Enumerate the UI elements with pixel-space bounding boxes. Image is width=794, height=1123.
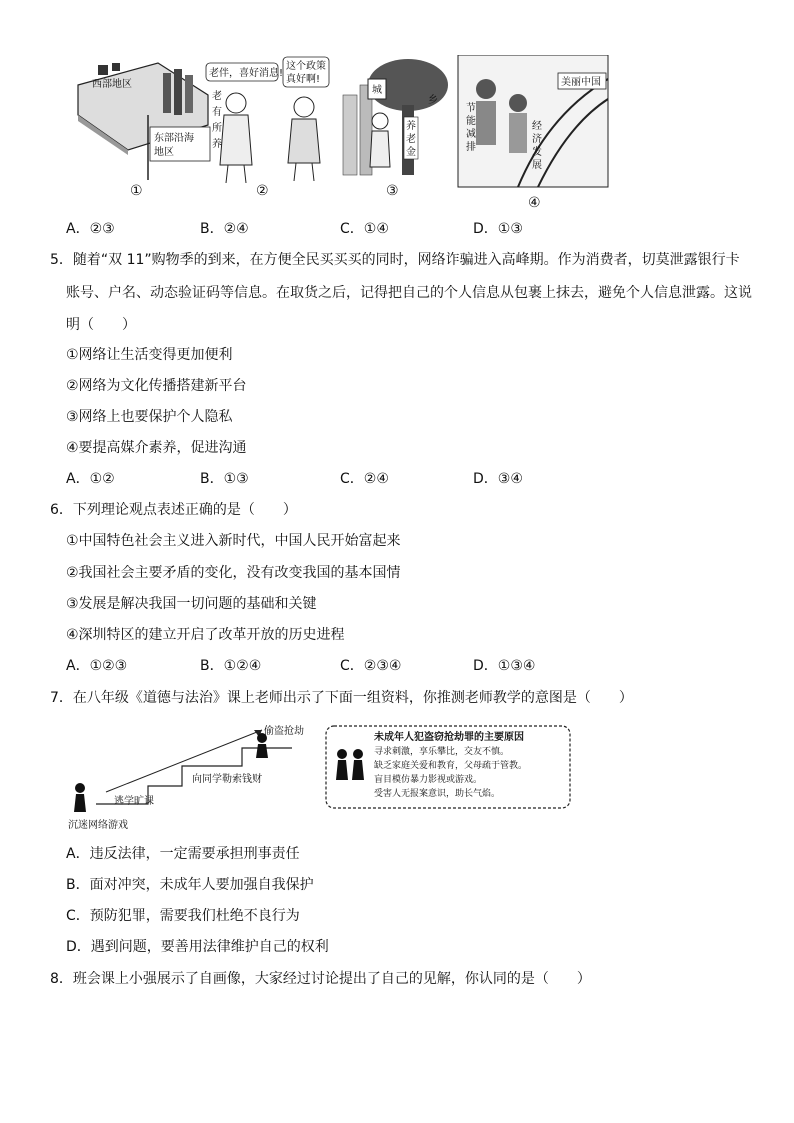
q7-step-3: 向同学勒索钱财 [192,774,262,785]
q7-option-a[interactable]: A．违反法律，一定需要承担刑事责任 [66,846,300,862]
panel-4-number: ④ [528,195,541,211]
q7-box-line-2: 缺乏家庭关爱和教育，父母疏于管教。 [374,761,528,771]
q7-box-line-3: 盲目模仿暴力影视或游戏。 [374,775,483,785]
q4-cartoon-image [68,55,616,215]
q7-option-b[interactable]: B．面对冲突，未成年人要加强自我保护 [66,877,314,893]
svg-text:经: 经 [532,121,542,132]
panel-1 [78,63,210,199]
q4-option-d[interactable]: D．①③ [473,221,523,237]
q5-item-1: ①网络让生活变得更加便利 [66,347,233,363]
q7-box-line-4: 受害人无报案意识，助长气焰。 [374,789,501,799]
q6-option-a[interactable]: A．①②③ [66,658,128,674]
q7-staircase [68,724,304,831]
q6-option-b[interactable]: B．①②④ [200,658,262,674]
panel-2-bubble-2b: 真好啊! [286,74,321,85]
q6-item-4: ④深圳特区的建立开启了改革开放的历史进程 [66,627,345,643]
panel-2-vertical-1: 老 [212,91,222,102]
svg-text:能: 能 [466,116,476,127]
panel-3 [343,59,448,199]
svg-text:发: 发 [532,147,542,158]
panel-2-bubble-2a: 这个政策 [286,61,326,72]
q5-option-b[interactable]: B．①③ [200,471,249,487]
panel-1-label-3: 地区 [154,147,174,158]
q5-option-a[interactable]: A．①② [66,471,115,487]
q7-stem: 7．在八年级《道德与法治》课上老师出示了下面一组资料，你推测老师教学的意图是（ ） [50,690,633,706]
panel-4 [458,55,608,211]
panel-2-number: ② [256,183,269,199]
q4-option-a[interactable]: A．②③ [66,221,115,237]
svg-text:所: 所 [212,123,222,134]
q5-item-3: ③网络上也要保护个人隐私 [66,409,233,425]
q8-stem: 8．班会课上小强展示了自画像，大家经过讨论提出了自己的见解，你认同的是（ ） [50,971,591,987]
q6-stem: 6．下列理论观点表述正确的是（ ） [50,502,297,518]
q5-stem-line-3: 明（ ） [66,317,136,333]
panel-1-label-1: 西部地区 [92,79,132,90]
q6-option-d[interactable]: D．①③④ [473,658,536,674]
q5-item-2: ②网络为文化传播搭建新平台 [66,378,247,394]
svg-text:有: 有 [212,107,222,118]
svg-text:展: 展 [532,160,542,171]
q7-step-4: 偷盗抢劫 [264,726,304,737]
svg-text:减: 减 [466,129,476,140]
q7-option-d[interactable]: D．遇到问题，要善用法律维护自己的权利 [66,939,329,955]
panel-3-label-2: 乡 [428,95,438,106]
svg-text:节: 节 [466,103,476,114]
q7-figure [66,720,576,835]
q7-step-1: 沉迷网络游戏 [68,820,128,831]
q6-item-2: ②我国社会主要矛盾的变化，没有改变我国的基本国情 [66,565,401,581]
q5-option-d[interactable]: D．③④ [473,471,523,487]
panel-4-label-1: 美丽中国 [561,77,601,88]
q7-box-line-1: 寻求刺激，享乐攀比，交友不慎。 [374,747,510,757]
q7-info-box [326,726,570,808]
q6-item-1: ①中国特色社会主义进入新时代，中国人民开始富起来 [66,533,401,549]
q7-box-title: 未成年人犯盗窃抢劫罪的主要原因 [374,732,524,743]
svg-text:济: 济 [532,134,542,145]
q6-item-3: ③发展是解决我国一切问题的基础和关键 [66,596,317,612]
q5-item-4: ④要提高媒介素养，促进沟通 [66,440,247,456]
panel-3-label-1: 城 [372,85,382,96]
svg-text:排: 排 [466,142,476,153]
panel-1-number: ① [130,183,143,199]
q6-option-c[interactable]: C．②③④ [340,658,402,674]
svg-text:养: 养 [406,121,416,132]
panel-2-bubble-1: 老伴，喜好消息! [209,68,284,79]
q7-option-c[interactable]: C．预防犯罪，需要我们杜绝不良行为 [66,908,300,924]
q5-stem-line-2: 账号、户名、动态验证码等信息。在取货之后，记得把自己的个人信息从包裹上抹去，避免个人信息泄露。这说 [66,285,752,301]
q4-option-c[interactable]: C．①④ [340,221,389,237]
svg-text:养: 养 [212,139,222,150]
q5-stem-line-1: 5．随着“双 11”购物季的到来，在方便全民买买买的同时，网络诈骗进入高峰期。作为消费者，切莫泄露银行卡 [50,252,740,268]
q4-option-b[interactable]: B．②④ [200,221,249,237]
panel-3-number: ③ [386,183,399,199]
q5-option-c[interactable]: C．②④ [340,471,389,487]
svg-text:金: 金 [406,147,416,158]
svg-text:老: 老 [406,134,416,145]
panel-1-label-2: 东部沿海 [154,133,194,144]
q7-step-2: 逃学旷课 [114,796,154,807]
panel-2 [206,57,329,199]
